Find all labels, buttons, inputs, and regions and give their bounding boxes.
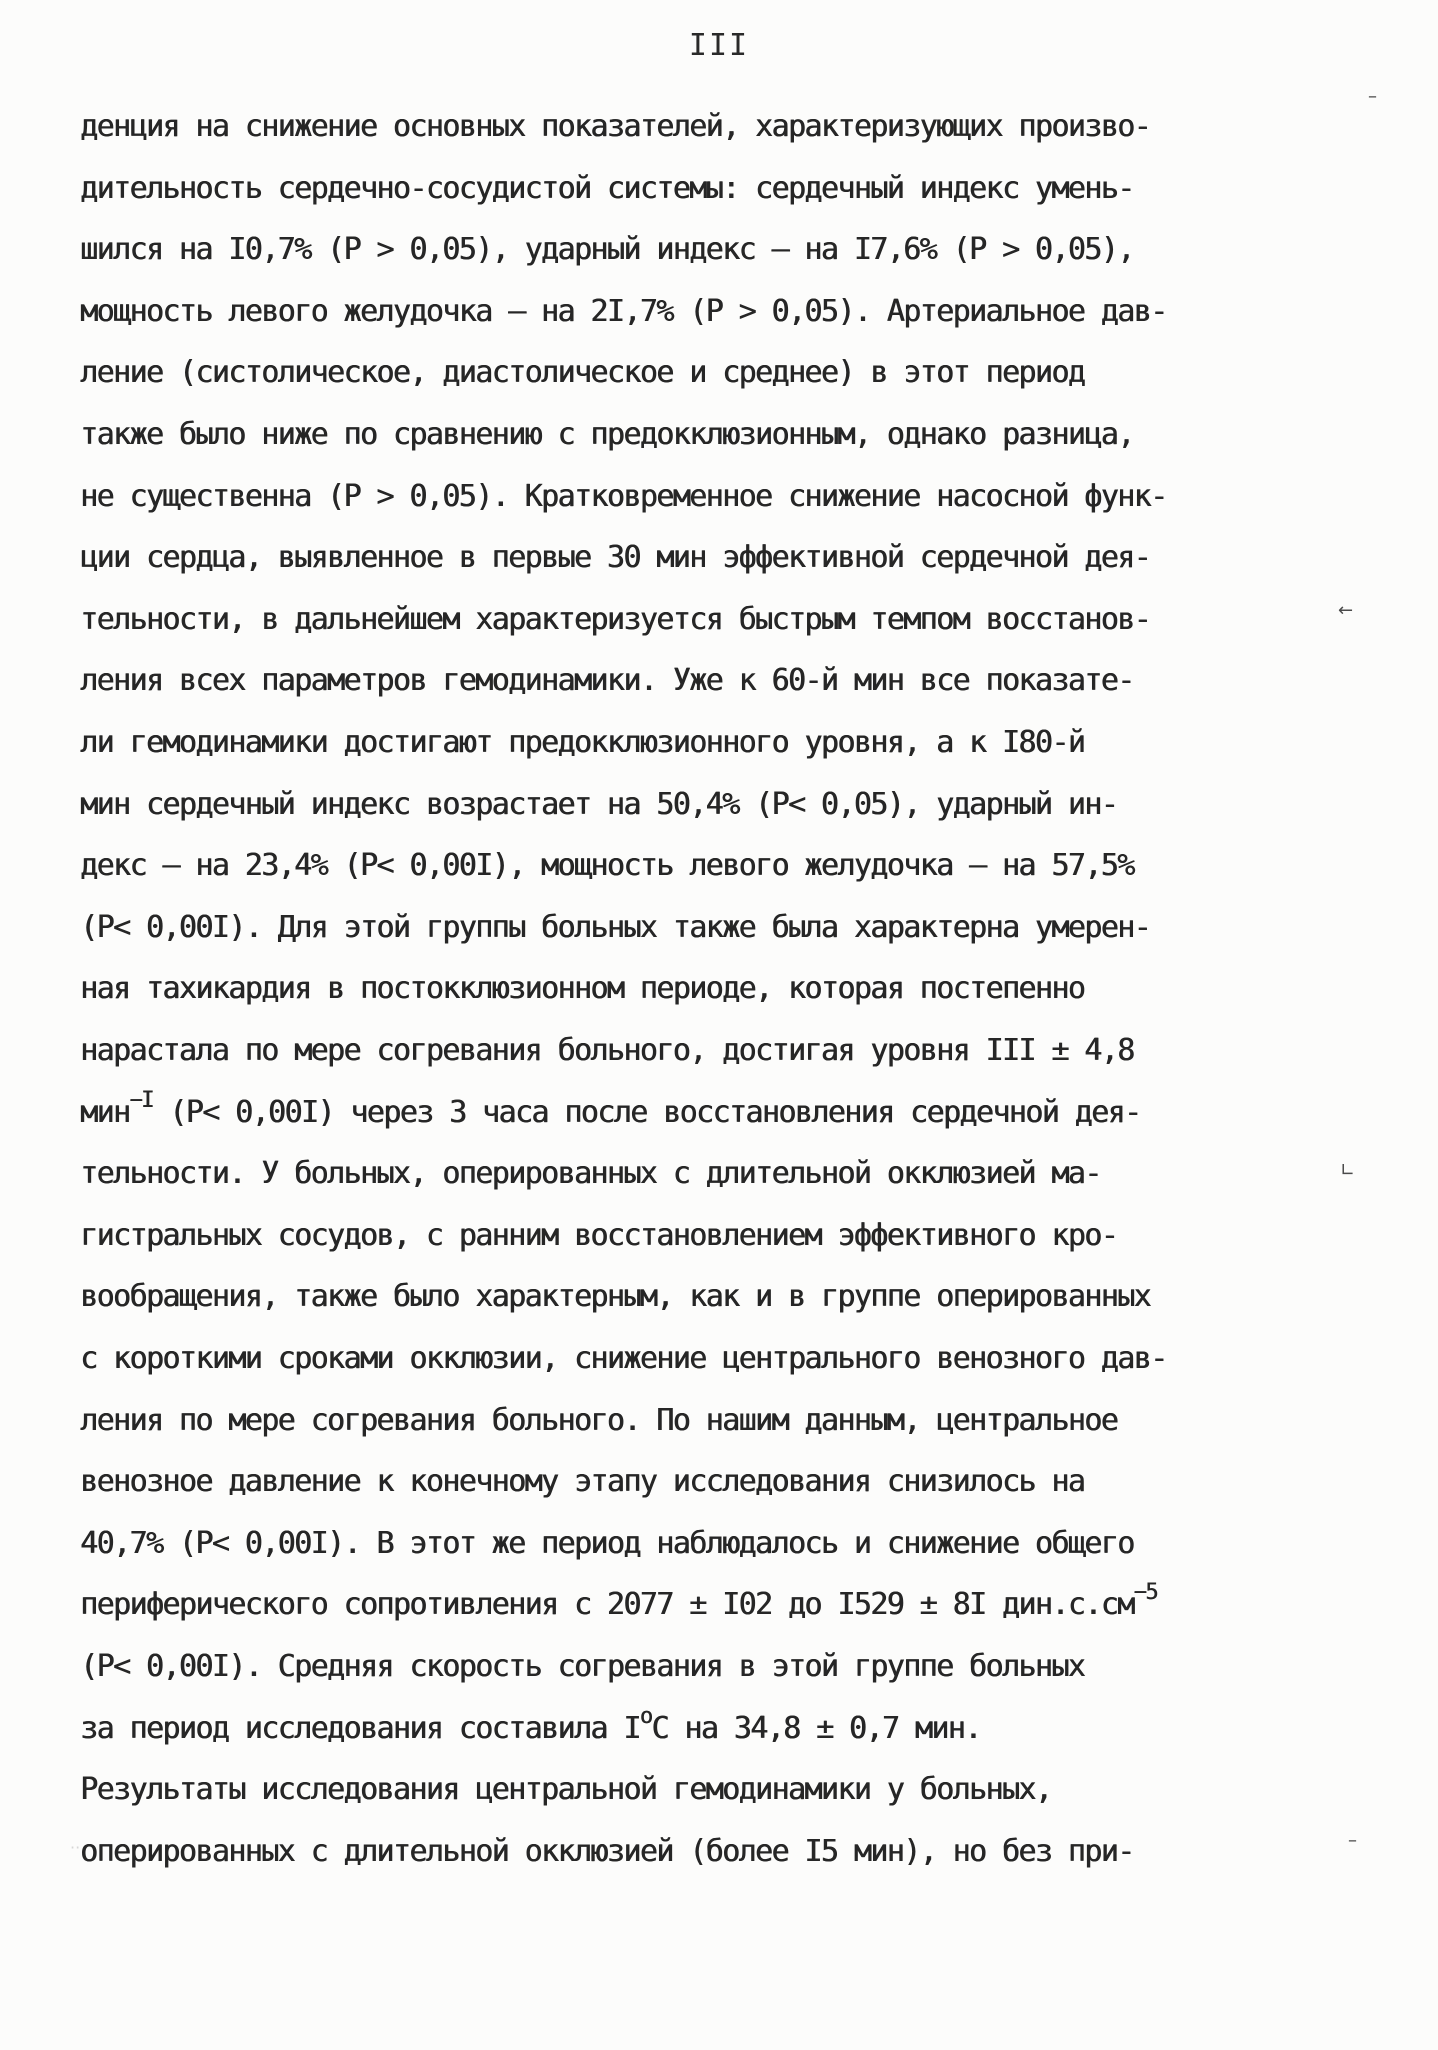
smudge-mark: ··	[70, 1838, 81, 1857]
text-segment: мин	[80, 1094, 130, 1130]
text-line: ления по мере согревания больного. По нашим данным, центральное	[80, 1402, 1118, 1438]
text-line	[80, 1703, 981, 1748]
text-segment: С на 34,8 ± 0,7 мин.	[651, 1710, 981, 1746]
text-line: (P< 0,00I). Средняя скорость согревания в этой группе больных	[80, 1649, 1085, 1684]
text-line: шился на I0,7% (P > 0,05), ударный индекс – на I7,6% (P > 0,05),	[80, 232, 1134, 268]
text-line	[80, 1580, 1157, 1624]
text-line: Результаты исследования центральной гемодинамики у больных,	[80, 1772, 1052, 1808]
text-segment: за период исследования составила I	[80, 1710, 640, 1746]
text-line: денция на снижение основных показателей, характеризующих произво-	[80, 109, 1150, 144]
text-line: тельности. У больных, оперированных с длительной окклюзией ма-	[80, 1156, 1101, 1192]
text-line: ли гемодинамики достигают предокклюзионного уровня, а к I80-й	[80, 725, 1085, 760]
text-line: вообращения, также было характерным, как и в группе оперированных	[80, 1279, 1150, 1315]
text-line	[80, 1087, 1141, 1132]
text-line: мин сердечный индекс возрастает на 50,4% (P< 0,05), ударный ин-	[80, 786, 1118, 822]
text-line: 40,7% (P< 0,00I). В этот же период наблюдалось и снижение общего	[80, 1525, 1134, 1561]
text-segment: (P< 0,00I) через 3 часа после восстановления сердечной дея-	[152, 1094, 1141, 1130]
text-line: нарастала по мере согревания больного, достигая уровня III ± 4,8	[80, 1033, 1134, 1068]
margin-mark: –	[1368, 86, 1377, 107]
text-line: ции сердца, выявленное в первые 30 мин эффективной сердечной дея-	[80, 540, 1150, 576]
text-line: венозное давление к конечному этапу исследования снизилось на	[80, 1464, 1085, 1500]
margin-mark: ∟	[1340, 1160, 1356, 1181]
text-line: не существенна (P > 0,05). Кратковременное снижение насосной функ-	[80, 478, 1167, 514]
text-line: (P< 0,00I). Для этой группы больных также была характерна умерен-	[80, 909, 1150, 945]
text-line: тельности, в дальнейшем характеризуется быстрым темпом восстанов-	[80, 601, 1150, 637]
margin-mark: –	[1348, 1830, 1357, 1851]
text-line: с короткими сроками окклюзии, снижение центрального венозного дав-	[80, 1341, 1167, 1376]
margin-mark: ←	[1338, 600, 1354, 621]
text-line: ная тахикардия в постокклюзионном периоде, которая постепенно	[80, 971, 1085, 1007]
text-line: гистральных сосудов, с ранним восстановлением эффективного кро-	[80, 1217, 1118, 1253]
page-number: III	[688, 28, 750, 63]
superscript: о	[639, 1703, 652, 1729]
text-line: оперированных с длительной окклюзией (более I5 мин), но без при-	[80, 1833, 1134, 1869]
text-line: мощность левого желудочка – на 2I,7% (P > 0,05). Артериальное дав-	[80, 293, 1167, 329]
text-segment: периферического сопротивления с 2077 ± I02 до I529 ± 8I дин.с.см	[80, 1587, 1134, 1623]
text-line: дительность сердечно-сосудистой системы: сердечный индекс умень-	[80, 170, 1134, 206]
text-line: ления всех параметров гемодинамики. Уже к 60-й мин все показате-	[80, 663, 1134, 699]
text-line: ление (систолическое, диастолическое и среднее) в этот период	[80, 355, 1085, 391]
superscript: −5	[1133, 1580, 1157, 1606]
superscript: −I	[129, 1087, 153, 1113]
text-line: декс – на 23,4% (P< 0,00I), мощность левого желудочка – на 57,5%	[80, 848, 1134, 884]
text-line: также было ниже по сравнению с предокклюзионным, однако разница,	[80, 417, 1134, 452]
